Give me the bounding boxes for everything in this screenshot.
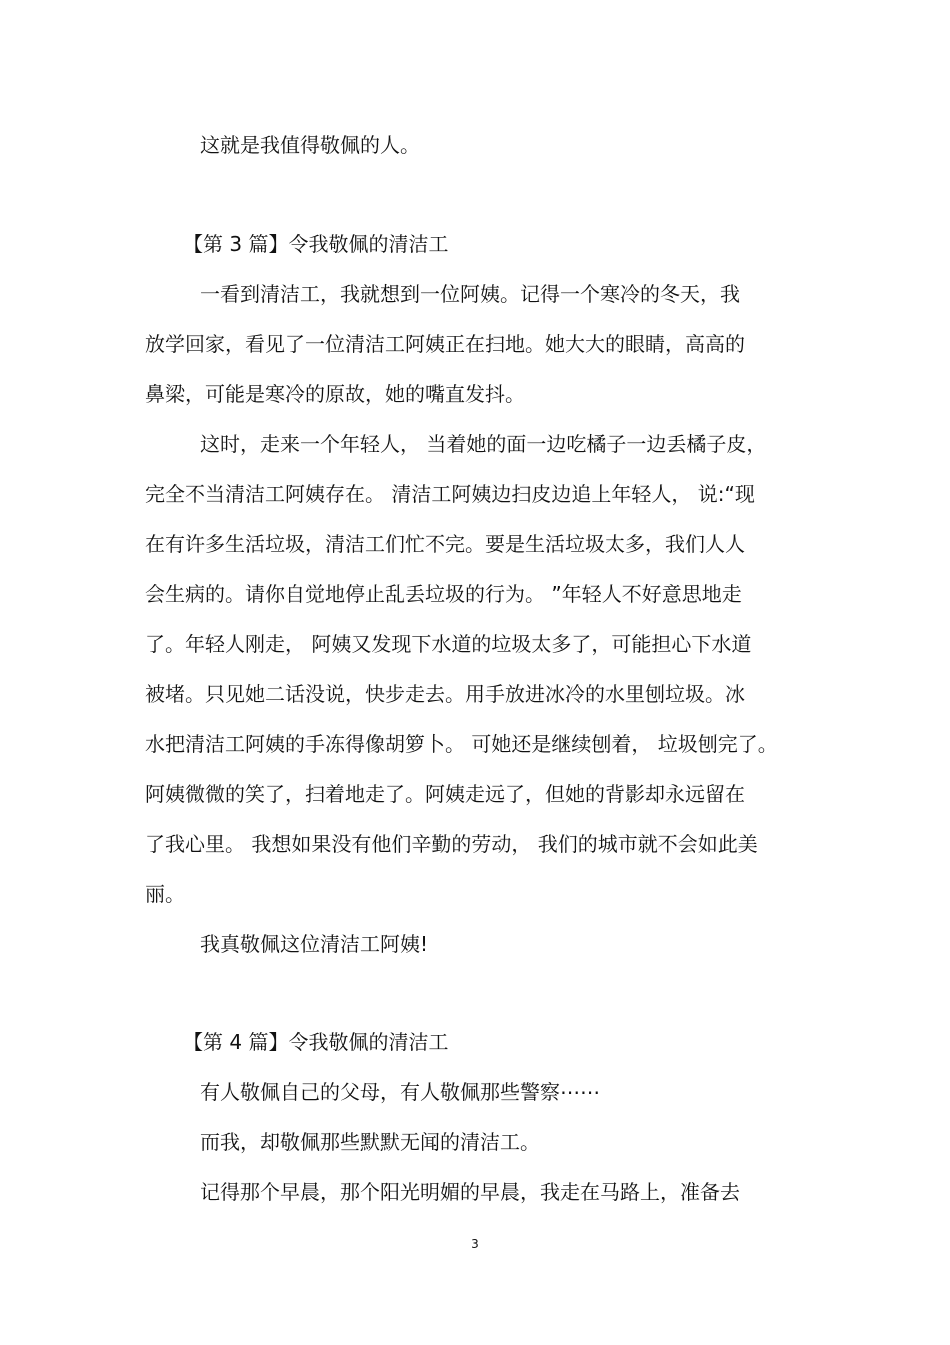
text-line: 会生病的。请你自觉地停止乱丢垃圾的行为。 ”年轻人不好意思地走 [145,582,742,606]
text-line: 丽。 [145,882,185,906]
text-line: 完全不当清洁工阿姨存在。 清洁工阿姨边扫皮边追上年轻人， 说:“现 [145,482,755,506]
page-number: 3 [471,1237,479,1251]
text-line: 在有许多生活垃圾，清洁工们忙不完。要是生活垃圾太多，我们人人 [145,532,745,556]
text-line: 一看到清洁工，我就想到一位阿姨。记得一个寒冷的冬天，我 [200,282,740,306]
text-line: 了我心里。 我想如果没有他们辛勤的劳动， 我们的城市就不会如此美 [145,832,758,856]
paragraph-closing-line: 这就是我值得敬佩的人。 [200,133,420,157]
text-line: 我真敬佩这位清洁工阿姨! [200,932,429,956]
text-line: 阿姨微微的笑了，扫着地走了。阿姨走远了，但她的背影却永远留在 [145,782,745,806]
section-heading-4: 【第 4 篇】令我敬佩的清洁工 [183,1030,449,1054]
text-line: 水把清洁工阿姨的手冻得像胡箩卜。 可她还是继续刨着， 垃圾刨完了。 [145,732,778,756]
text-line: 记得那个早晨，那个阳光明媚的早晨，我走在马路上，准备去 [200,1180,740,1204]
text-line: 这时，走来一个年轻人， 当着她的面一边吃橘子一边丢橘子皮， [200,432,767,456]
text-line: 鼻梁，可能是寒冷的原故，她的嘴直发抖。 [145,382,525,406]
section-heading-3: 【第 3 篇】令我敬佩的清洁工 [183,232,449,256]
text-line: 被堵。只见她二话没说，快步走去。用手放进冰冷的水里刨垃圾。冰 [145,682,745,706]
text-line: 了。年轻人刚走， 阿姨又发现下水道的垃圾太多了，可能担心下水道 [145,632,752,656]
text-line: 放学回家，看见了一位清洁工阿姨正在扫地。她大大的眼睛，高高的 [145,332,745,356]
text-line: 而我，却敬佩那些默默无闻的清洁工。 [200,1130,540,1154]
text-line: 有人敬佩自己的父母，有人敬佩那些警察⋯⋯ [200,1080,600,1104]
